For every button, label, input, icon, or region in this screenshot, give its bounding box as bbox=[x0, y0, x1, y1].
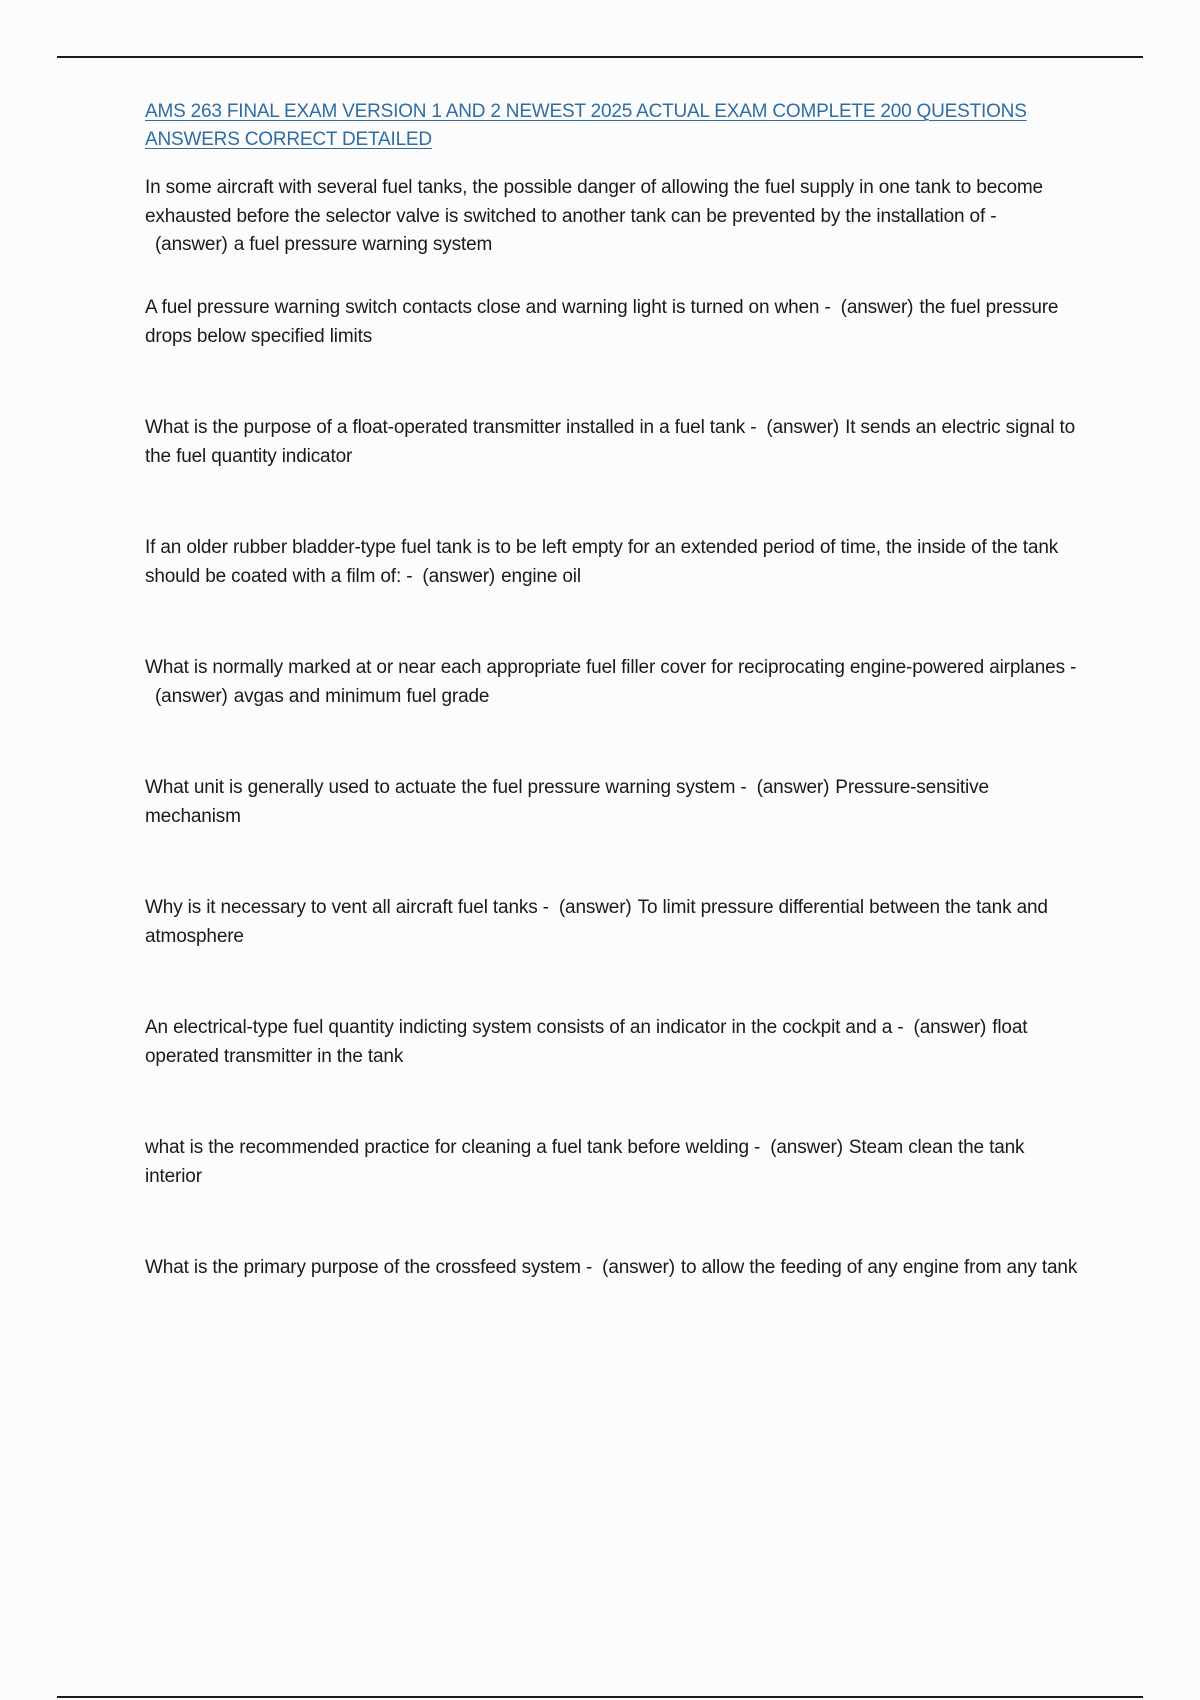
answer-text: engine oil bbox=[501, 565, 581, 587]
question-text: what is the recommended practice for cleaning a fuel tank before welding - bbox=[145, 1137, 761, 1158]
answer-tag: (answer) bbox=[770, 1137, 843, 1158]
answer-text: Pressure-sensitive mechanism bbox=[145, 777, 989, 827]
question-text: What is normally marked at or near each appropriate fuel filler cover for reciprocating engine-powered airplanes - bbox=[145, 657, 1077, 678]
answer-tag: (answer) bbox=[422, 565, 496, 587]
question-text: What is the primary purpose of the crossfeed system - bbox=[145, 1257, 593, 1278]
answer-tag: (answer) bbox=[558, 897, 632, 918]
answer-tag: (answer) bbox=[602, 1257, 675, 1278]
qa-item-9 bbox=[145, 1134, 1085, 1254]
qa-item-2 bbox=[145, 294, 1085, 414]
answer-text: the fuel pressure drops below specified limits bbox=[145, 297, 1059, 347]
question-text: In some aircraft with several fuel tanks, the possible danger of allowing the fuel supply in one tank to become exhausted before the selector valve is switched to another tank can be prevented by the installation of - bbox=[145, 177, 1043, 227]
bottom-rule bbox=[57, 1696, 1143, 1698]
question-text: If an older rubber bladder-type fuel tank is to be left empty for an extended period of time, the inside of the tank should be coated with a film of: - bbox=[145, 537, 1059, 587]
answer-tag: (answer) bbox=[756, 777, 830, 798]
question-text: A fuel pressure warning switch contacts close and warning light is turned on when - bbox=[145, 297, 831, 318]
qa-item-8 bbox=[145, 1014, 1085, 1134]
qa-item-10 bbox=[145, 1254, 1085, 1374]
answer-text: avgas and minimum fuel grade bbox=[233, 685, 490, 707]
question-text: What is the purpose of a float-operated transmitter installed in a fuel tank - bbox=[145, 417, 757, 438]
question-text: What unit is generally used to actuate the fuel pressure warning system - bbox=[145, 777, 747, 798]
qa-item-7 bbox=[145, 894, 1085, 1014]
answer-text: float operated transmitter in the tank bbox=[145, 1017, 1028, 1067]
question-text: Why is it necessary to vent all aircraft fuel tanks - bbox=[145, 897, 549, 918]
answer-text: a fuel pressure warning system bbox=[233, 234, 493, 255]
answer-tag: (answer) bbox=[155, 234, 228, 255]
answer-text: to allow the feeding of any engine from any tank bbox=[680, 1257, 1078, 1278]
answer-text: To limit pressure differential between the tank and atmosphere bbox=[145, 897, 1048, 947]
question-text: An electrical-type fuel quantity indicting system consists of an indicator in the cockpit and a - bbox=[145, 1017, 904, 1038]
answer-tag: (answer) bbox=[155, 685, 228, 707]
qa-item-3 bbox=[145, 414, 1085, 534]
qa-item-6 bbox=[145, 774, 1085, 894]
document-body bbox=[145, 98, 1085, 1374]
document-title-link[interactable]: AMS 263 FINAL EXAM VERSION 1 AND 2 NEWEST 2025 ACTUAL EXAM COMPLETE 200 QUESTIONS ANSWERS CORRECT DETAILED bbox=[145, 101, 1027, 150]
answer-tag: (answer) bbox=[913, 1017, 987, 1038]
qa-item-1 bbox=[145, 174, 1085, 294]
top-rule bbox=[57, 56, 1143, 58]
answer-tag: (answer) bbox=[766, 417, 840, 438]
qa-item-4 bbox=[145, 534, 1085, 654]
qa-item-5 bbox=[145, 654, 1085, 774]
answer-text: Steam clean the tank interior bbox=[145, 1137, 1025, 1187]
answer-tag: (answer) bbox=[840, 297, 914, 318]
answer-text: It sends an electric signal to the fuel quantity indicator bbox=[145, 417, 1076, 467]
